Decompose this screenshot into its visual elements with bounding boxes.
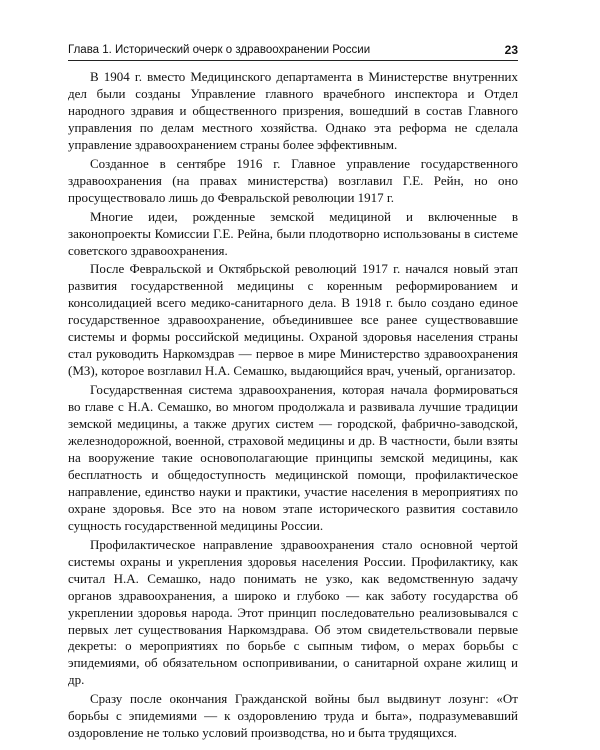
paragraph: В 1904 г. вместо Медицинского департамента в Министерстве внутренних дел были созданы Управление главного врачебного инспектора и Отдел народного здравия и общественного призрения, вошедший в состав Главного управления по делам местного хозяйства. Однако эта реформа не сделала управление здравоохранением страны более эффективным. (68, 69, 518, 152)
paragraph: Государственная система здравоохранения, которая начала формироваться во главе с Н.А. Семашко, во многом продолжала и развивала лучшие традиции земской медицины, а также других систем — городской, фабрично-заводской, железнодорожной, военной, страховой медицины и др. В частности, были взяты на вооружение такие основополагающие принципы земской медицины, как бесплатность и общедоступность медицинской помощи, профилактическое направление, единство науки и практики, участие населения в мероприятиях по охране здоровья. Все это на новом этапе исторического развития составило сущность государственной медицины России. (68, 382, 518, 533)
paragraph: Профилактическое направление здравоохранения стало основной чертой системы охраны и укрепления здоровья населения России. Профилактику, как считал Н.А. Семашко, надо понимать не узко, как ведомственную задачу органов здравоохранения, а широко и глубоко — как заботу государства об укреплении здоровья народа. Этот принцип последовательно реализовывался с первых лет существования Наркомздрава. Об этом свидетельствовали первые декреты: о мероприятиях по борьбе с сыпным тифом, о мерах борьбы с эпидемиями, об обязательном оспопрививании, о санитарной охране жилищ и др. (68, 536, 518, 688)
chapter-title: Глава 1. Исторический очерк о здравоохранении России (68, 44, 371, 56)
paragraph: Сразу после окончания Гражданской войны был выдвинут лозунг: «От борьбы с эпидемиями — к оздоровлению труда и быта», подразумевавший оздоровление не только условий производства, но и быта трудящихся. (68, 691, 518, 741)
paragraph: Многие идеи, рожденные земской медициной и включенные в законопроекты Комиссии Г.Е. Рейна, были плодотворно использованы в системе советского здравоохранения. (68, 208, 518, 258)
running-header (68, 40, 518, 61)
page-number: 23 (504, 43, 518, 57)
paragraph: После Февральской и Октябрьской революций 1917 г. начался новый этап развития государственной медицины с коренным реформированием и консолидацией всего медико-санитарного дела. В 1918 г. было создано единое государственное здравоохранение, объединившее все ранее существовавшие системы и формы российской медицины. Охраной здоровья населения страны стал руководить Наркомздрав — первое в мире Министерство здравоохранения (МЗ), которое возглавил Н.А. Семашко, выдающийся врач, ученый, организатор. (68, 261, 518, 379)
paragraph: Созданное в сентябре 1916 г. Главное управление государственного здравоохранения (на правах министерства) возглавил Г.Е. Рейн, но оно просуществовало лишь до Февральской революции 1917 г. (68, 155, 518, 205)
body-text (68, 69, 518, 744)
